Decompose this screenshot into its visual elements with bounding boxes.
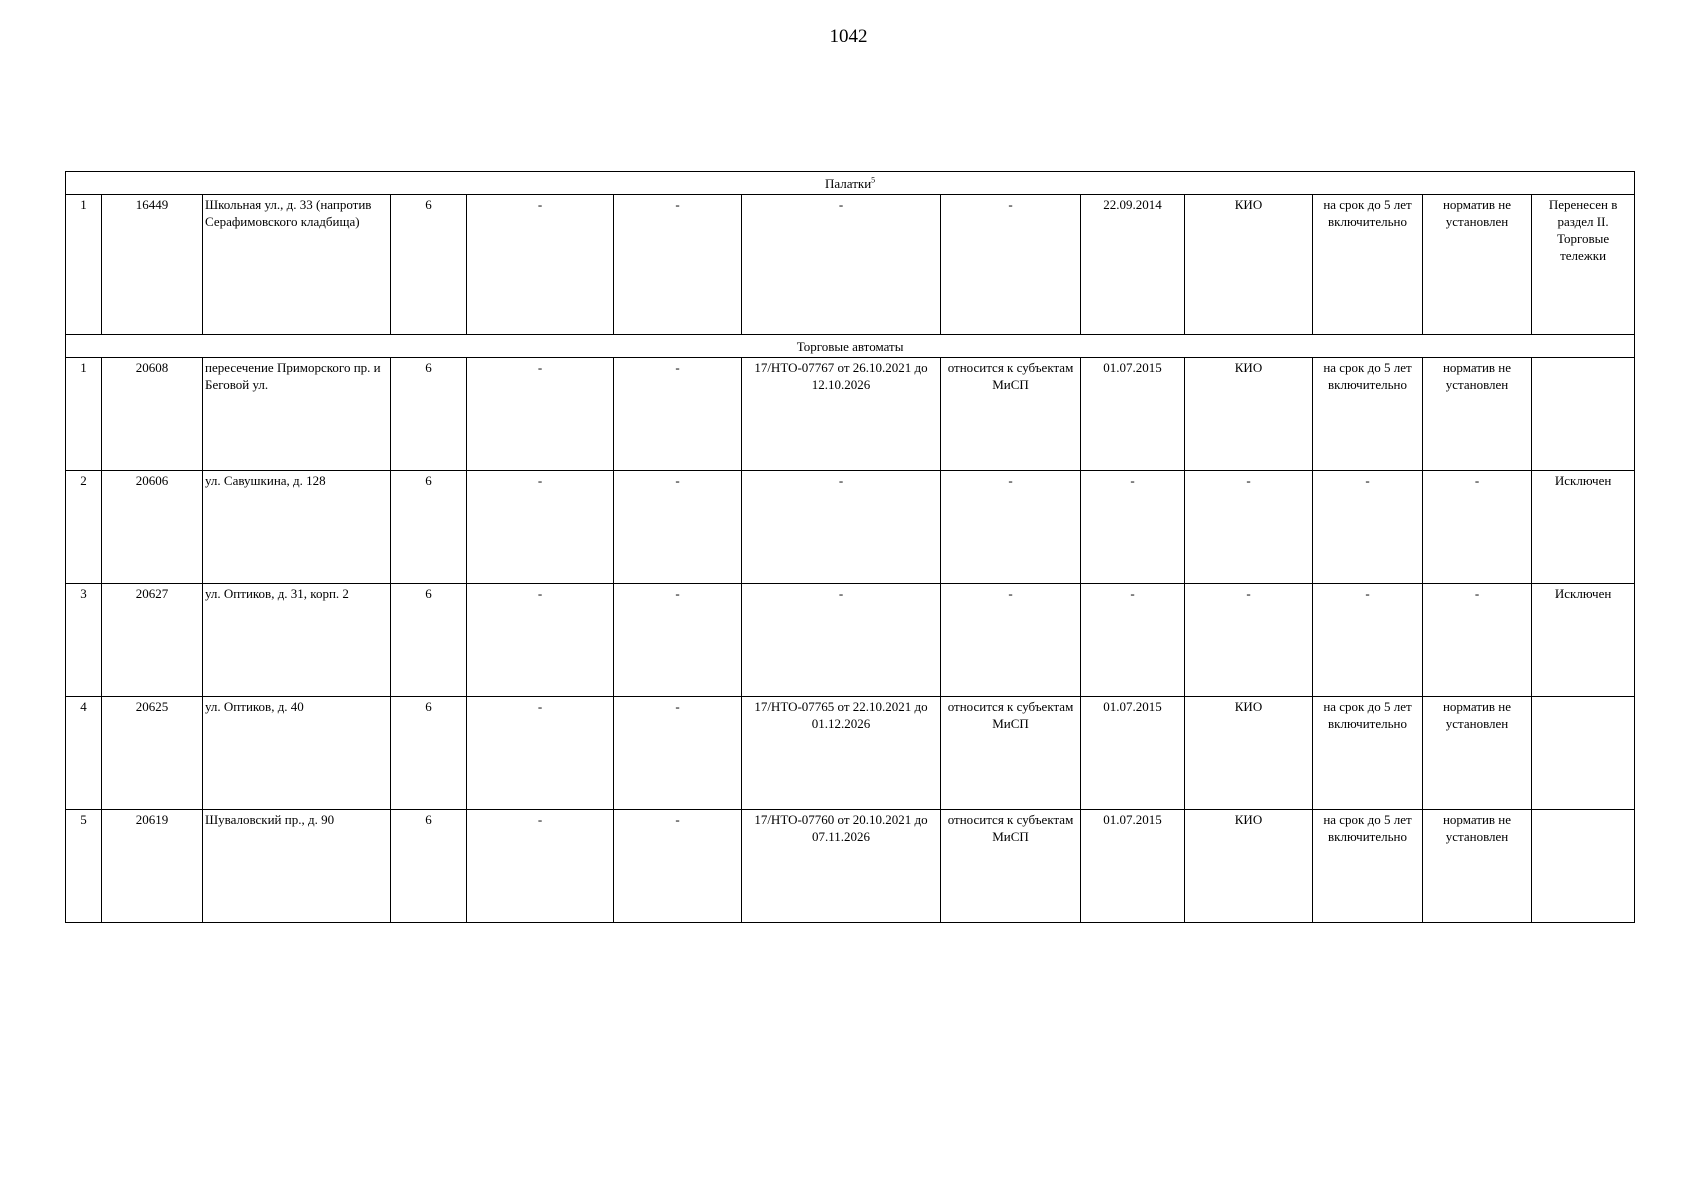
cell-smsp: относится к субъектам МиСП	[941, 358, 1081, 471]
cell-term: -	[1313, 584, 1423, 697]
cell-smsp: -	[941, 195, 1081, 335]
table-row	[66, 810, 1635, 923]
cell-smsp: -	[941, 584, 1081, 697]
cell-col6: -	[614, 471, 742, 584]
cell-id: 20625	[102, 697, 203, 810]
cell-smsp: относится к субъектам МиСП	[941, 697, 1081, 810]
cell-address: пересечение Приморского пр. и Беговой ул.	[203, 358, 391, 471]
page-number: 1042	[829, 26, 868, 47]
cell-contract: -	[742, 584, 941, 697]
cell-date: 01.07.2015	[1081, 358, 1185, 471]
cell-org: КИО	[1185, 195, 1313, 335]
cell-norm: норматив не установлен	[1423, 358, 1532, 471]
cell-col5: -	[467, 358, 614, 471]
section-title: Торговые автоматы	[796, 338, 904, 354]
cell-id: 16449	[102, 195, 203, 335]
cell-num: 2	[66, 471, 102, 584]
cell-col5: -	[467, 584, 614, 697]
cell-id: 20627	[102, 584, 203, 697]
cell-address: ул. Оптиков, д. 40	[203, 697, 391, 810]
cell-col4: 6	[391, 584, 467, 697]
cell-contract: -	[742, 195, 941, 335]
table-row	[66, 358, 1635, 471]
cell-num: 4	[66, 697, 102, 810]
table-row	[66, 697, 1635, 810]
cell-note: Перенесен в раздел II. Торговые тележки	[1532, 195, 1635, 335]
cell-col5: -	[467, 195, 614, 335]
cell-org: -	[1185, 584, 1313, 697]
cell-num: 1	[66, 358, 102, 471]
section-header-vending	[66, 335, 1635, 358]
cell-col6: -	[614, 195, 742, 335]
cell-col5: -	[467, 697, 614, 810]
cell-address: ул. Оптиков, д. 31, корп. 2	[203, 584, 391, 697]
cell-col4: 6	[391, 195, 467, 335]
cell-contract: 17/НТО-07767 от 26.10.2021 до 12.10.2026	[742, 358, 941, 471]
cell-date: -	[1081, 471, 1185, 584]
cell-col5: -	[467, 810, 614, 923]
cell-col6: -	[614, 810, 742, 923]
cell-term: на срок до 5 лет включительно	[1313, 358, 1423, 471]
cell-col4: 6	[391, 471, 467, 584]
cell-norm: -	[1423, 471, 1532, 584]
cell-term: -	[1313, 471, 1423, 584]
cell-term: на срок до 5 лет включительно	[1313, 195, 1423, 335]
cell-num: 3	[66, 584, 102, 697]
cell-contract: 17/НТО-07760 от 20.10.2021 до 07.11.2026	[742, 810, 941, 923]
cell-norm: норматив не установлен	[1423, 195, 1532, 335]
cell-org: КИО	[1185, 810, 1313, 923]
cell-org: КИО	[1185, 697, 1313, 810]
cell-norm: -	[1423, 584, 1532, 697]
cell-id: 20606	[102, 471, 203, 584]
cell-id: 20608	[102, 358, 203, 471]
cell-address: Шуваловский пр., д. 90	[203, 810, 391, 923]
cell-col6: -	[614, 358, 742, 471]
cell-note: Исключен	[1532, 471, 1635, 584]
footnote-ref: 5	[871, 175, 876, 185]
table-row	[66, 471, 1635, 584]
cell-norm: норматив не установлен	[1423, 697, 1532, 810]
cell-num: 1	[66, 195, 102, 335]
cell-date: -	[1081, 584, 1185, 697]
section-header-tents	[66, 172, 1635, 195]
cell-address: ул. Савушкина, д. 128	[203, 471, 391, 584]
cell-norm: норматив не установлен	[1423, 810, 1532, 923]
cell-date: 22.09.2014	[1081, 195, 1185, 335]
cell-contract: 17/НТО-07765 от 22.10.2021 до 01.12.2026	[742, 697, 941, 810]
cell-col6: -	[614, 697, 742, 810]
cell-smsp: -	[941, 471, 1081, 584]
cell-note: Исключен	[1532, 584, 1635, 697]
cell-date: 01.07.2015	[1081, 810, 1185, 923]
cell-smsp: относится к субъектам МиСП	[941, 810, 1081, 923]
cell-term: на срок до 5 лет включительно	[1313, 810, 1423, 923]
cell-col4: 6	[391, 697, 467, 810]
cell-note	[1532, 358, 1635, 471]
table-row	[66, 195, 1635, 335]
cell-org: -	[1185, 471, 1313, 584]
section-title: Палатки	[825, 175, 872, 191]
register-table	[65, 171, 1635, 923]
cell-org: КИО	[1185, 358, 1313, 471]
cell-contract: -	[742, 471, 941, 584]
cell-date: 01.07.2015	[1081, 697, 1185, 810]
cell-note	[1532, 810, 1635, 923]
cell-id: 20619	[102, 810, 203, 923]
cell-term: на срок до 5 лет включительно	[1313, 697, 1423, 810]
cell-col4: 6	[391, 810, 467, 923]
cell-col4: 6	[391, 358, 467, 471]
cell-num: 5	[66, 810, 102, 923]
cell-col5: -	[467, 471, 614, 584]
cell-address: Школьная ул., д. 33 (напротив Серафимовского кладбища)	[203, 195, 391, 335]
cell-col6: -	[614, 584, 742, 697]
table-row	[66, 584, 1635, 697]
cell-note	[1532, 697, 1635, 810]
